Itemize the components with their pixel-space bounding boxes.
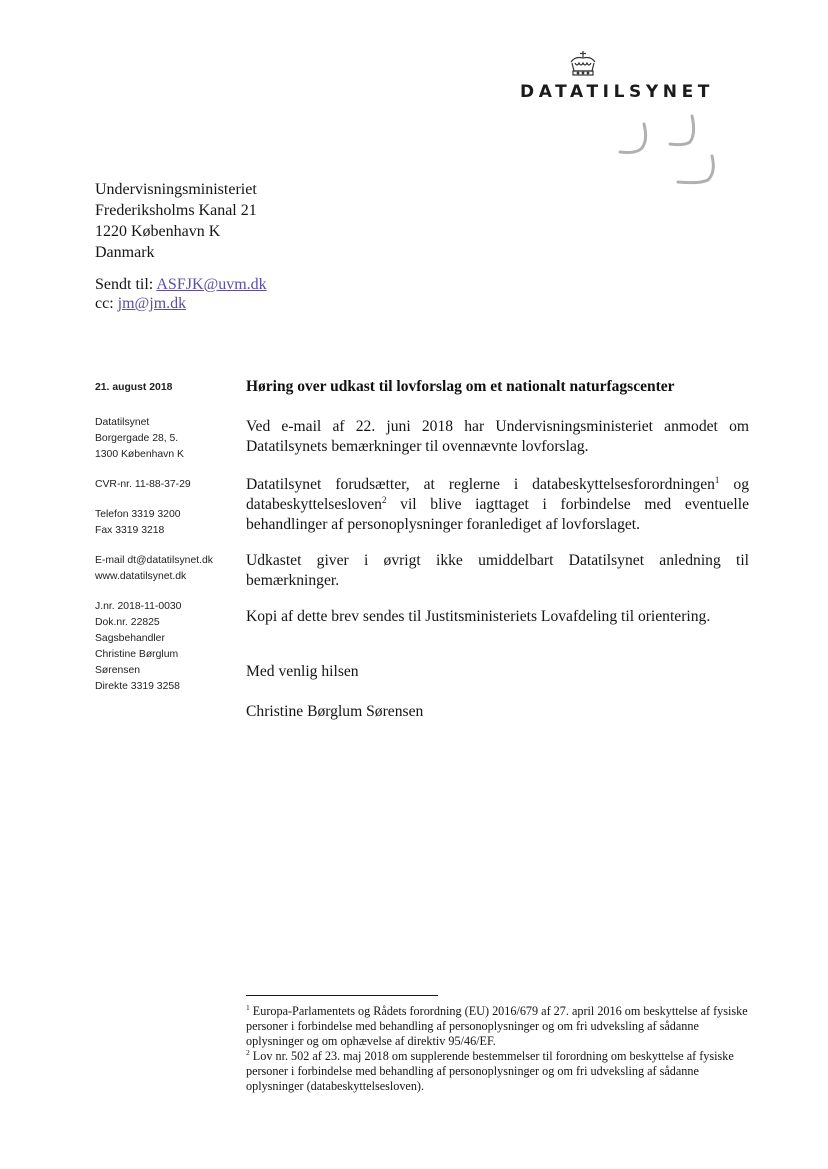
letter-date: 21. august 2018 [95,382,173,393]
letter-body [246,417,749,722]
footnote-ref: 2 [381,494,387,505]
sender-address [95,415,235,463]
sender-street: Borgergade 28, 5. [95,433,179,444]
sender-fax: Fax 3319 3218 [95,525,165,536]
letter-heading: Høring over udkast til lovforslag om et nationalt naturfagscenter [246,378,675,395]
sender-phone-block [95,507,235,539]
recipient-line: Undervisningsministeriet [95,181,257,198]
sender-cvr [95,477,235,493]
footnote: $^1$ Europa-Parlamentets og Rådets forordning (EU) 2016/679 af 27. april 2016 om beskyttelse af fysiske personer i forbindelse med behandling af personoplysninger og om fri udveksling af sådanne oplysninger og om ophævelse af direktiv 95/46/EF. [246,1002,748,1048]
sender-org: Datatilsynet [95,417,150,428]
recipient-line: Danmark [95,244,155,261]
sender-phone: Telefon 3319 3200 [95,509,181,520]
footnote-ref: 1 [714,474,720,485]
cc-label: cc: [95,295,114,312]
crown-icon [567,50,599,78]
case-info-block [95,599,235,695]
sender-email: E-mail dt@datatilsynet.dk [95,555,213,566]
signature: Christine Børglum Sørensen [246,703,424,720]
sent-to-label: Sendt til: [95,276,154,293]
handwritten-marks-icon [612,110,732,190]
brand-name: DATATILSYNET [520,82,715,102]
cvr-number: CVR-nr. 11-88-37-29 [95,479,191,490]
paragraph: Udkastet giver i øvrigt ikke umiddelbart Datatilsynet anledning til bemærkninger. [246,552,749,589]
sender-contact-block [95,553,235,585]
sent-to-email-link[interactable]: ASFJK@uvm.dk [156,276,267,293]
case-handler-label: Sagsbehandler [95,633,165,644]
closing: Med venlig hilsen [246,663,359,680]
sender-info-sidebar [95,380,235,709]
cc-email-link[interactable]: jm@jm.dk [117,295,187,312]
footnotes [246,1004,749,1094]
case-handler-name: Sørensen [95,665,141,676]
sent-to-block [95,275,267,313]
document-number: Dok.nr. 22825 [95,617,160,628]
footnote-divider [246,995,438,996]
paragraph: Kopi af dette brev sendes til Justitsministeriets Lovafdeling til orientering. [246,608,711,625]
footnote: $^2$ Lov nr. 502 af 23. maj 2018 om supplerende bestemmelser til forordning om beskyttelse af fysiske personer i forbindelse med behandling af personoplysninger og om fri udveksling af sådanne oplysninger (databeskyttelsesloven). [246,1047,734,1093]
journal-number: J.nr. 2018-11-0030 [95,601,182,612]
case-handler-direct: Direkte 3319 3258 [95,681,180,692]
sender-city: 1300 København K [95,449,184,460]
sender-website: www.datatilsynet.dk [95,571,187,582]
recipient-address [95,179,257,263]
recipient-line: Frederiksholms Kanal 21 [95,202,257,219]
paragraph: Datatilsynet forudsætter, at reglerne i databeskyttelsesforordningen$^1$ og databeskyttelsesloven$^2$ vil blive iagttaget i forbindelse med eventuelle behandlinger af personoplysninger foranlediget af lovforslaget. [246,474,749,533]
paragraph: Ved e-mail af 22. juni 2018 har Undervisningsministeriet anmodet om Datatilsynets bemærkninger til ovennævnte lovforslag. [246,418,749,455]
recipient-line: 1220 København K [95,223,221,240]
case-handler-name: Christine Børglum [95,649,179,660]
